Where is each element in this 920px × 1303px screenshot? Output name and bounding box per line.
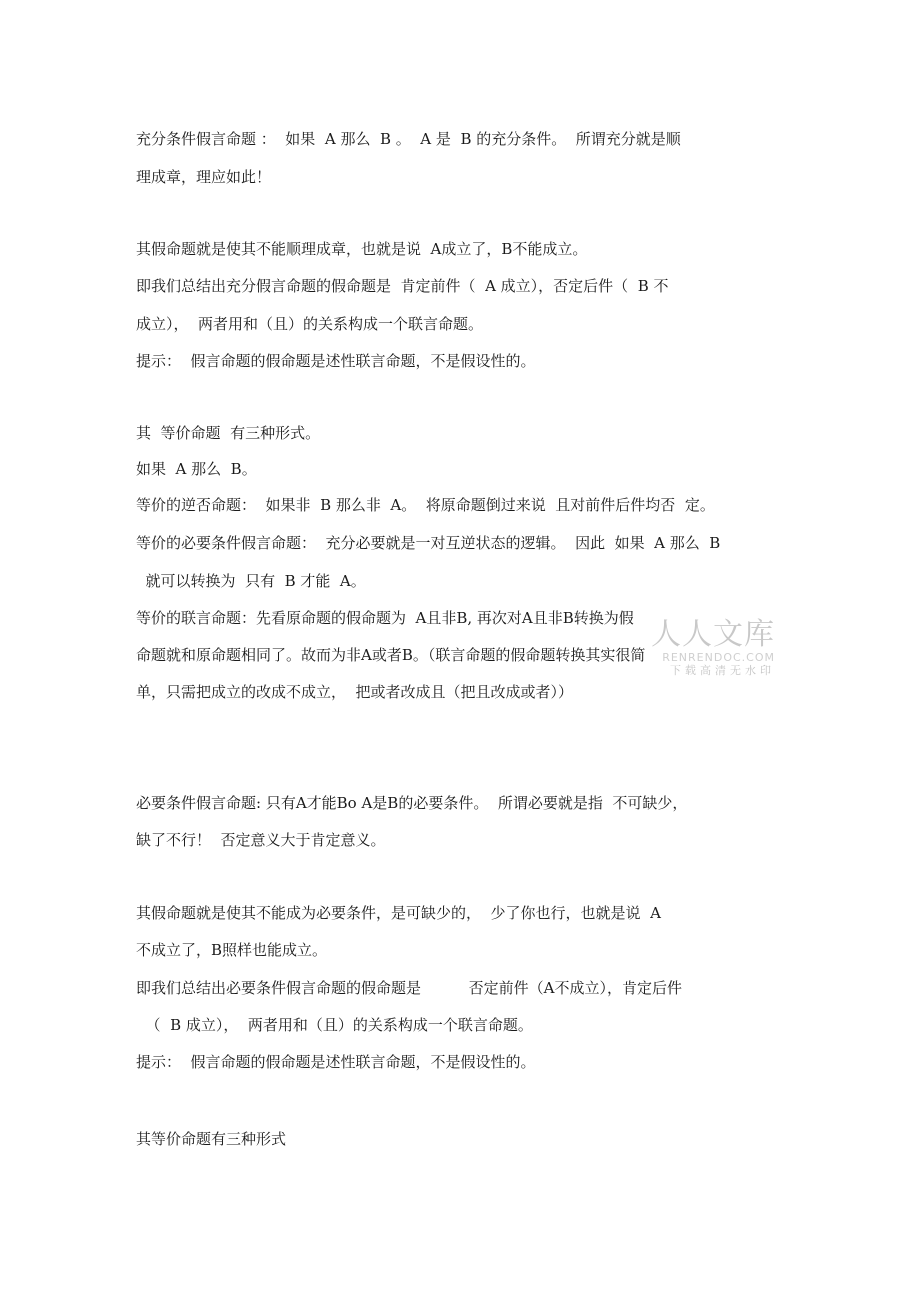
text-line-7: 其 等价命题 有三种形式。 — [136, 424, 321, 442]
text-line-9: 等价的逆否命题： 如果非 B 那么非 A。 将原命题倒过来说 且对前件后件均否 定。 — [136, 496, 715, 514]
text-line-22: 其等价命题有三种形式 — [136, 1130, 287, 1148]
text-line-11: 就可以转换为 只有 B 才能 A。 — [136, 572, 366, 590]
text-line-8: 如果 A 那么 B。 — [136, 460, 257, 478]
watermark-site: RENRENDOC.COM — [662, 651, 775, 664]
text-line-10: 等价的必要条件假言命题： 充分必要就是一对互逆状态的逻辑。 因此 如果 A 那么 B — [136, 534, 721, 552]
text-line-12: 等价的联言命题：先看原命题的假命题为 A且非B, 再次对A且非B转换为假 — [136, 609, 634, 627]
watermark-subtitle: 下载高清无水印 — [670, 664, 775, 677]
text-line-20: （ B 成立）， 两者用和（且）的关系构成一个联言命题。 — [136, 1016, 533, 1034]
text-line-1: 充分条件假言命题 ： 如果 A 那么 B 。 A 是 B 的充分条件。 所谓充分就是顺 — [136, 130, 681, 148]
text-line-6: 提示： 假言命题的假命题是述性联言命题，不是假设性的。 — [136, 352, 536, 370]
watermark — [645, 618, 775, 678]
text-line-16: 缺了不行！ 否定意义大于肯定意义。 — [136, 831, 386, 849]
text-line-15: 必要条件假言命题: 只有A才能Bo A是B的必要条件。 所谓必要就是指 不可缺少， — [136, 794, 688, 812]
text-line-17: 其假命题就是使其不能成为必要条件，是可缺少的， 少了你也行，也就是说 A — [136, 904, 661, 922]
text-line-4: 即我们总结出充分假言命题的假命题是 肯定前件（ A 成立），否定后件（ B 不 — [136, 277, 669, 295]
text-line-2: 理成章，理应如此！ — [136, 168, 272, 186]
text-line-19: 即我们总结出必要条件假言命题的假命题是 否定前件（A不成立），肯定后件 — [136, 979, 683, 997]
text-line-13: 命题就和原命题相同了。故而为非A或者B。（联言命题的假命题转换其实很简 — [136, 646, 646, 664]
watermark-title: 人人文库 — [651, 617, 775, 652]
text-line-18: 不成立了，B照样也能成立。 — [136, 941, 328, 959]
text-line-5: 成立）， 两者用和（且）的关系构成一个联言命题。 — [136, 315, 484, 333]
text-line-21: 提示： 假言命题的假命题是述性联言命题，不是假设性的。 — [136, 1053, 536, 1071]
text-line-14: 单，只需把成立的改成不成立， 把或者改成且（把且改成或者）） — [136, 683, 574, 701]
text-line-3: 其假命题就是使其不能顺理成章，也就是说 A成立了，B不能成立。 — [136, 240, 588, 258]
